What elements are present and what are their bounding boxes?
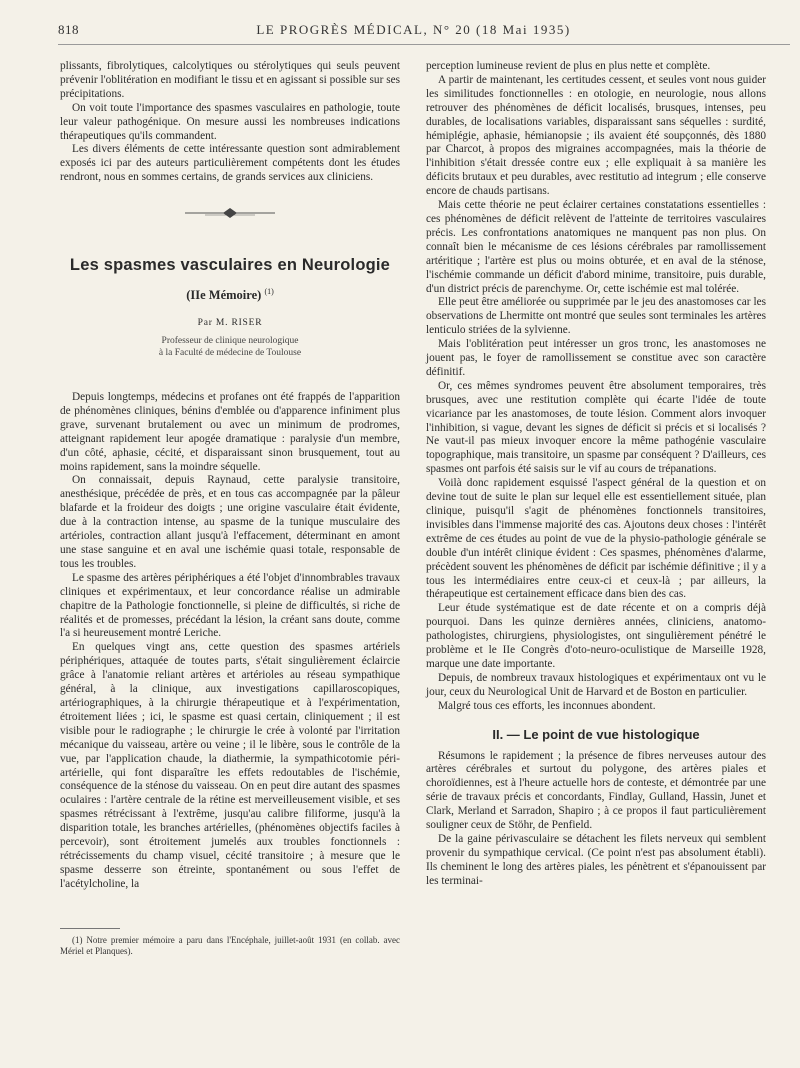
body-paragraph: De la gaine périvasculaire se détachent les filets nerveux qui semblent provenir du sympathique cervical. (Ce point n'est pas absolument établi). Ils cheminent le long des artères piales, les pénètrent et s'épanouissent par les terminai- [426,832,766,887]
ornament-divider [60,203,400,241]
article-title: Les spasmes vasculaires en Neurologie [69,256,391,275]
left-column [60,60,400,957]
body-paragraph: Leur étude systématique est de date récente et on a compris déjà pourquoi. Dans les quinze dernières années, cliniciens, anatomo-pathologistes, chirurgiens, physiologistes, ont singulièrement pénétré le problème et le IIe Congrès d'oto-neuro-oculistique de Marseille 1928, marque une date importante. [426,602,766,670]
section-heading: II. — Le point de vue histologique [492,726,700,742]
running-title: LE PROGRÈS MÉDICAL, N° 20 (18 Mai 1935) [256,22,571,37]
body-paragraph: On connaissait, depuis Raynaud, cette paralysie transitoire, anesthésique, précédée de près, et en tous cas accompagnée par la pâleur blafarde et la froideur des doigts ; une origine vasculaire était évidente, due à la contraction intense, au spasme de la tunique musculaire des artérioles, contraction allant jusqu'à l'effacement, déterminant en amont une stase sanguine et en aval une ischémie quasi totale, responsable de tous les troubles. [60,474,400,570]
intro-paragraph: On voit toute l'importance des spasmes vasculaires en pathologie, toute leur valeur pathogénique. On mesure aussi les nombreuses indications thérapeutiques qu'ils commandent. [60,101,400,142]
body-paragraph: Depuis longtemps, médecins et profanes ont été frappés de l'apparition de phénomènes cliniques, bénins d'emblée ou d'apparence infiniment plus grave, survenant brutalement ou avec un minimum de prodromes, atteignant rapidement leur apogée dramatique : paralysie d'un membre, d'un côté, aphasie, cécité, et disparaissant sinon brusquement, tout au moins rapidement, sans la moindre séquelle. [60,391,400,473]
body-paragraph: En quelques vingt ans, cette question des spasmes artériels périphériques, attaquée de toutes parts, s'était singulièrement éclaircie grâce à l'anatomie reliant artères et artérioles au réseau sympathique général, à la clinique, aux investigations capillaroscopiques, artériographiques, à la chirurgie thérapeutique et à l'expérimentation, étroitement liées ; ici, le spasme est quasi certain, cliniquement ; il est visible pour le radiographe ; le chirurgie le crée à volonté par l'irritation mécanique du vaisseau, artère ou veine ; il le libère, sous le contrôle de la vue, par l'application chaude, la diathermie, la sympathicotomie péri-artérielle, qui font disparaître les effets redoutables de l'ischémie, conséquence de la sténose du vaisseau. On en peut dire autant des spasmes oculaires : l'artère centrale de la rétine est merveilleusement visible, et ses spasmes rétrécissant à l'extrême, jusqu'au calibre filiforme, jusqu'à la disparition totale, les branches artérielles, (phénomènes objectifs faciles à percevoir), sont étroitement jumelés aux troubles fonctionnels : rétrécissements du champ visuel, cécité transitoire ; à mesure que le spasme desserre son étreinte, spontanément ou sous l'effet de l'acétylcholine, la [60,641,400,890]
running-header [58,22,748,38]
header-rule [58,44,790,45]
footnote-marker: (1) [264,287,274,297]
intro-paragraph: Les divers éléments de cette intéressante question sont admirablement exposés ici par des auteurs particulièrement compétents dont les études rendront, nous en sommes certains, de grands services aux cliniciens. [60,143,400,184]
right-column [426,60,766,889]
body-paragraph: A partir de maintenant, les certitudes cessent, et seules vont nous guider les similitudes fonctionnelles : en otologie, en neurologie, nous allons retrouver des phénomènes de déficit localisés, brusques, intenses, peu durables, de localisations variables, disparaissant sans séquelles : surdité, hémiplégie, aphasie, hémianopsie ; ils avaient été soupçonnés, dès 1880 par Charcot, à propos des migraines accompagnées, mais la théorie de l'inhibition s'était dressée contre eux ; elle expliquait à sa manière les déficits brutaux et peu durables, avec restitutio ad integrum ; elle conserve encore de chauds partisans. [426,73,766,198]
body-paragraph: Mais cette théorie ne peut éclairer certaines constatations essentielles : ces phénomènes de déficit relèvent de l'atteinte de territoires vasculaires précis. Les confrontations anatomiques ne manquent pas non plus. On connaît bien le mécanisme de ces lésions cérébrales par ramollissement artéritique ; l'artère est plus ou moins obturée, et en aval de la sténose, l'ischémie commande un déficit d'abord minime, transitoire, puis durable, d'un district précis de parenchyme. Or, cette ischémie est mal tolérée. [426,199,766,295]
body-paragraph: Or, ces mêmes syndromes peuvent être absolument temporaires, très brusques, avec une restitution complète qui écarte l'idée de toute vicariance par les anastomoses, de toute lésion. Comment alors invoquer l'inhibition, si vague, devant les signes de déficit si précis et si localisés ? Ne vaut-il pas mieux invoquer encore la même pathogénie vasculaire topographique, mais transitoire, un spasme par conséquent ? D'ailleurs, ces spasmes ont parfois été saisis sur le vif au cours de trépanations. [426,379,766,476]
page-number: 818 [58,22,79,37]
article-body [60,391,400,892]
affiliation [60,335,400,359]
body-paragraph: Le spasme des artères périphériques a été l'objet d'innombrables travaux cliniques et expérimentaux, et leur concordance réalise un admirable chapitre de la Pathologie fonctionnelle, si pleine de difficultés, si riche de réalités et de promesses, précédant la lésion, la créant sans doute, comme l'a si heureusement montré Leriche. [60,571,400,640]
affiliation-line: Professeur de clinique neurologique [161,336,299,347]
body-paragraph: perception lumineuse revient de plus en plus nette et complète. [426,60,711,72]
body-paragraph: Malgré tous ces efforts, les inconnues abondent. [438,699,656,712]
affiliation-line: à la Faculté de médecine de Toulouse [158,348,302,359]
memoire-text: (IIe Mémoire) [186,288,262,303]
body-paragraph: Voilà donc rapidement esquissé l'aspect général de la question et on devine tout de suite le plan sur lequel elle est essentiellement située, plan clinique, puisqu'il s'agit de phénomènes fonctionnels transitoires, invisibles dans l'immense majorité des cas. Ajoutons deux choses : l'intérêt extrême de ces études au point de vue de la physio-pathologie générale se double d'un intérêt clinique évident : Ces spasmes, phénomènes d'alarme, précèdent souvent les phénomènes de déficit par ischémie définitive ; il y a tous les intermédiaires entre ceux-ci et ceux-là ; par ailleurs, la thérapeutique est certainement efficace dans bien des cas. [426,477,766,601]
intro-paragraph: plissants, fibrolytiques, calcolytiques ou stérolytiques qui seuls peuvent prévenir l'oblitération en modifiant le tissu et en agissant si possible sur ses précipitations. [60,60,400,100]
author-line: Par M. RISER [197,318,263,329]
footnote: (1) Notre premier mémoire a paru dans l'Encéphale, juillet-août 1931 (en collab. avec Mériel et Planques). [60,934,400,956]
body-paragraph: Elle peut être améliorée ou supprimée par le jeu des anastomoses car les observations de Lhermitte ont montré que seules sont terminales les artères lenticulo striées de la sylvienne. [426,296,766,337]
body-paragraph: Mais l'oblitération peut intéresser un gros tronc, les anastomoses ne jouent pas, le foyer de ramollissement se constitue avec son caractère définitif. [426,338,766,378]
footnote-rule [60,928,120,929]
memoire-label [60,285,400,303]
body-paragraph: Résumons le rapidement ; la présence de fibres nerveuses autour des artères cérébrales et surtout du polygone, des artères piales et choroïdiennes, est à l'heure actuelle hors de conteste, et démontrée par une série de travaux précis et concordants, Findlay, Gulland, Hassin, Junet et Clark, Merland et Sarradon, Shapiro ; à ce propos il faut particulièrement souligner ceux de Stöhr, de Penfield. [426,749,766,832]
ornament-divider-icon [185,203,275,223]
body-paragraph: Depuis, de nombreux travaux histologiques et expérimentaux ont vu le jour, ceux du Neurological Unit de Harvard et de Boston en particulier. [426,671,766,698]
